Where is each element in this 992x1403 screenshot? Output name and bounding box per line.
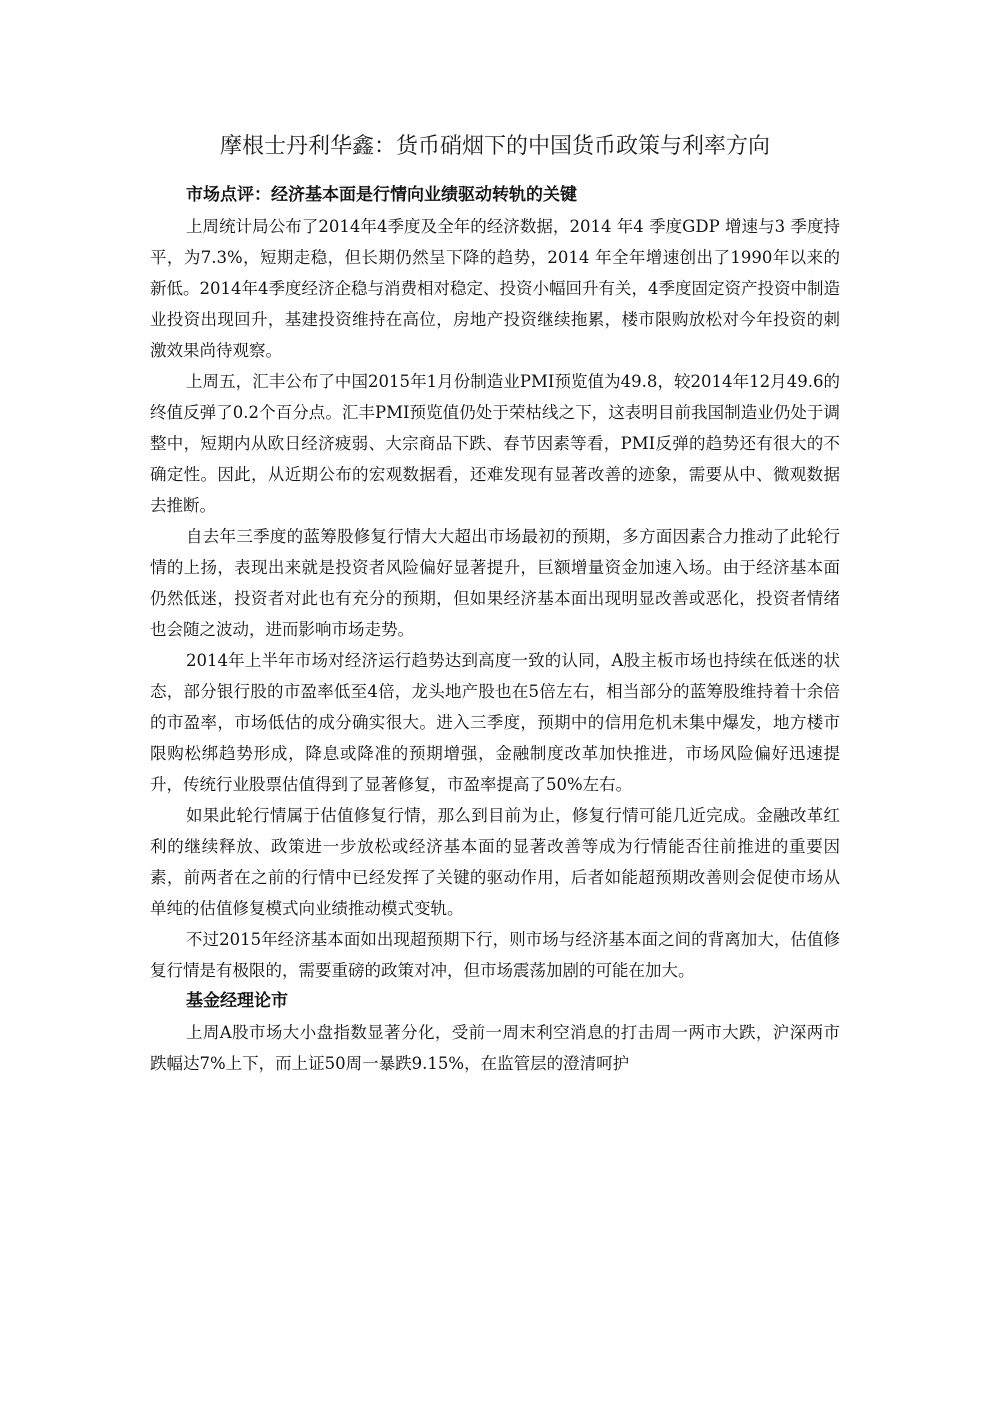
paragraph: 如果此轮行情属于估值修复行情，那么到目前为止，修复行情可能几近完成。金融改革红利的继续释放、政策进一步放松或经济基本面的显著改善等成为行情能否往前推进的重要因素，前两者在之前的行情中已经发挥了关键的驱动作用，后者如能超预期改善则会促使市场从单纯的估值修复模式向业绩推动模式变轨。 <box>150 806 840 918</box>
section-heading-fund-manager: 基金经理论市 <box>186 991 288 1011</box>
document-title: 摩根士丹利华鑫：货币硝烟下的中国货币政策与利率方向 <box>219 134 770 159</box>
paragraph: 上周A股市场大小盘指数显著分化，受前一周末利空消息的打击周一两市大跌，沪深两市跌幅达7%上下，而上证50周一暴跌9.15%，在监管层的澄清呵护 <box>150 1023 840 1073</box>
document-body <box>150 180 840 1079</box>
paragraph: 不过2015年经济基本面如出现超预期下行，则市场与经济基本面之间的背离加大，估值修复行情是有极限的，需要重磅的政策对冲，但市场震荡加剧的可能在加大。 <box>150 930 840 980</box>
paragraph: 自去年三季度的蓝筹股修复行情大大超出市场最初的预期，多方面因素合力推动了此轮行情的上扬，表现出来就是投资者风险偏好显著提升，巨额增量资金加速入场。由于经济基本面仍然低迷，投资者对此也有充分的预期，但如果经济基本面出现明显改善或恶化，投资者情绪也会随之波动，进而影响市场走势。 <box>150 527 840 639</box>
section-heading-market-review: 市场点评：经济基本面是行情向业绩驱动转轨的关键 <box>186 185 577 205</box>
paragraph: 2014年上半年市场对经济运行趋势达到高度一致的认同，A股主板市场也持续在低迷的状态，部分银行股的市盈率低至4倍，龙头地产股也在5倍左右，相当部分的蓝筹股维持着十余倍的市盈率，市场低估的成分确实很大。进入三季度，预期中的信用危机未集中爆发，地方楼市限购松绑趋势形成，降息或降准的预期增强，金融制度改革加快推进，市场风险偏好迅速提升，传统行业股票估值得到了显著修复，市盈率提高了50%左右。 <box>150 651 840 794</box>
paragraph: 上周五，汇丰公布了中国2015年1月份制造业PMI预览值为49.8，较2014年12月49.6的终值反弹了0.2个百分点。汇丰PMI预览值仍处于荣枯线之下，这表明目前我国制造业仍处于调整中，短期内从欧日经济疲弱、大宗商品下跌、春节因素等看，PMI反弹的趋势还有很大的不确定性。因此，从近期公布的宏观数据看，还难发现有显著改善的迹象，需要从中、微观数据去推断。 <box>150 372 840 515</box>
paragraph: 上周统计局公布了2014年4季度及全年的经济数据，2014 年4 季度GDP 增速与3 季度持平，为7.3%，短期走稳，但长期仍然呈下降的趋势，2014 年全年增速创出了1990年以来的新低。2014年4季度经济企稳与消费相对稳定、投资小幅回升有关，4季度固定资产投资中制造业投资出现回升，基建投资维持在高位，房地产投资继续拖累，楼市限购放松对今年投资的刺激效果尚待观察。 <box>150 217 840 360</box>
